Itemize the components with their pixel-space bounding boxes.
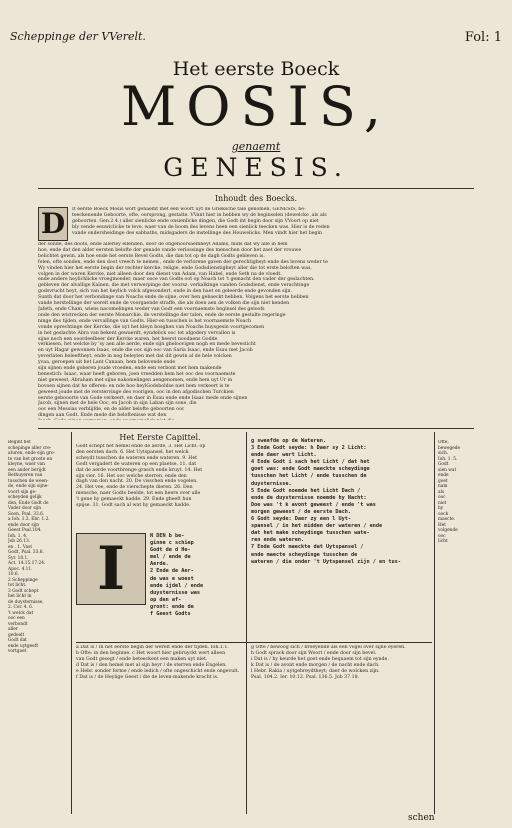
intro-line: volgen in der waren Kercke, niet alleen door den dienst van Adam, van Habel, ende Seth na de vloedt. [38,271,282,277]
left-margin-line: vortgaet [8,649,27,654]
intro-line: vande ondersheidinge des sabbaths, midsgaders de instellinge des Houwelicks. Men vindt hier het begin [72,230,323,236]
intro-line: teeckenende Geboorte, ofte, oorsprong, gestalte. VVant hier in hebben wy de beginselen (dewelcke ,als als [72,212,327,218]
footnote-line: h Godt sprack door sijn Woort / ende door sijn bevel. [251,650,377,656]
right-margin-line: oock [438,511,449,517]
right-margin-line: licht [438,539,448,544]
chapter-summary-line: 't gene hy gemaeckt hadde. 29. Ende gheeft hun [76,497,192,503]
right-margin-line: nam [438,484,448,489]
contents-heading: Inhoudt des Boecks. [214,194,298,203]
intro-line: verkiesen, het welcke by 'sy aen alle aerde, ende sijn gheloovigen nogh en mede bevesticht [38,342,256,348]
footnote-line: e Hebr. sonder forme / ende ledich / ofte ongeschickt ende ongevult. [76,668,240,674]
right-margin-line: Ofte, [438,440,449,445]
intro-line: bovoen sijnen dat he offeren: en nde hoe heylGodsboldse niet hem verkeert is te [38,383,230,389]
footnote-line: l Hebr. Rakia / uytgebreydtheyt; daer de wolcken zijn. [251,668,380,674]
verse-line: op den af- [150,596,182,603]
left-margin-line: Job 26.13. [8,539,31,544]
intro-line: en uyt Hagar gewonnen Isaac, ende die ooc sijn ooc van Saria Isaac, ende Esau met Jacob [38,348,253,354]
left-margin-line: tusschen de ween- [8,478,49,484]
left-margin-line: ende door sijn [8,522,39,528]
intro-line [38,419,476,420]
intro-dropcap [38,207,68,241]
right-margin-line: bewegede [438,445,461,451]
intro-line: ninge des tijden, ende vervallinge van Godts. Hier-en tusschen is het voornaemste Noach [38,318,251,324]
right-margin-line: volgende [438,528,458,533]
intro-line: bly vende eeuwiclicke te leve, waer van de boom des levens heen een sienlick teecken was. Hier is de reden [72,224,330,230]
verse-line: ginne c schiep [150,540,194,547]
verse-line: duysternisse was [150,589,200,596]
book-title-genaemt: genaemt [231,140,281,153]
margin-rule-left [71,432,72,814]
chapter-summary-line: Godt vergadert de wateren op een plaetse. 11. dat [76,461,197,467]
intro-line: Jacob, sijnen met de hele Ooc, en Jacob in sijn Laban sijn sone, die [38,401,197,407]
left-margin-line: Godt dat [8,638,27,643]
footnotes-left [76,645,244,811]
verse-line: ende daer wert Licht. [251,452,317,459]
footnote-line: g Ofte / bewoog sich / broeyende als een vogel over sijne eyeren. [251,645,406,650]
verse-line: Doe was 't k avont geweest / ende 't was [251,501,376,508]
chapter-summary-line: dagh van den nacht. 20. De visschen ende vogelen. [76,479,198,485]
right-margin-line: hy [438,506,444,511]
footnote-line: d Dat is / den hemel met al sijn heyr / de sterren ende Engelen. [76,662,227,668]
book-title-mosis: MOSIS, [120,75,392,138]
intro-line: niet geweest, Abraham met sijne nakomelingen aengenomen, ende hem uyt Ur in [38,377,233,383]
verse-line: 6 Godt seyde: Daer zy een l Uyt- [251,516,351,523]
chapter-summary-line: 24. Het vee, ende de vierschepte dieren. 26. Den [76,485,193,491]
column-rule [246,432,247,814]
verse-line: mel / ende de [150,554,191,561]
left-margin-notes [8,440,70,812]
left-margin-line: Geest Psal.104. [8,528,42,533]
chapter-summary-line: Godt schept het hemel ende de aerde, 3. Het Licht. op [76,444,206,449]
left-margin-line: voort sijn ge- [8,489,37,495]
verse-line: spansel / in het midden der wateren / ende [251,523,383,530]
left-margin-line: a Ioh. 1.3. Ebr. 1.2. [8,517,50,522]
right-margin-line: maecte. [438,517,456,522]
intro-line: benestich: Isaac, waar heeft geboren, joen vreedden hem het ooc des voornaemste [38,371,236,377]
left-margin-line: den, Ende Godt de [8,500,49,506]
footnote-line: a Dat is / In het eerste begin der werelt ende der tijden. Ioh.1.1. [76,645,229,650]
verse-line: Godt de d He- [150,547,191,554]
intro-dropcap-letter: D [40,207,66,240]
intro-line: It eerste Boeck Mosis wort genaemt met een woort uyt de Grieksche tale genomen, GENESIS, be- [72,207,306,212]
footnote-line: Psal. 104.2. Ier. 10.12. Psal. 136.5. Job 37.18. [251,674,360,680]
right-margin-line: als [438,489,445,495]
footnote-line: b Ofte: in den beginne. c Het woort hier gebruyckt wert alleen [76,650,226,656]
verse-line: gront: ende de [150,603,194,610]
right-margin-line: ooc [438,533,446,539]
intro-line: ooc een Messias verblijfde, en de alder belofte geboorten ooc [38,407,185,413]
verse-line: ende ijdel / ende [150,582,204,589]
verse-line: ren ende wateren. [251,537,305,544]
intro-line: der sonde, des doots, ende allerley ellenden, door de ongehoorsaemheyt Adams, mids dat wy alle in hem [38,242,288,247]
verse-line: ende maecte scheydinge tusschen de [251,551,358,558]
intro-line: eerste gebooorte van Gode verkeert, en daer in Esau ende ende Isaac mede ende sijnen [38,395,248,401]
verse-line: 4 Ende Godt i sach het Licht / dat het [251,459,370,466]
left-margin-line: 't welck dat [8,610,34,616]
left-margin-line: te van het groote en [8,456,53,462]
left-margin-line: de, ende sijn sijne- [8,484,49,489]
verse-line: N DEN b be- [150,533,185,539]
folio-number: Fol: 1 [464,30,502,45]
intro-line: vonde oprechtinge der Kercke, die uyt het kleyn bosghen van Noachs huysgesin voortgecomen [38,324,265,330]
verse-line: dat het make scheydinge tusschen wate- [251,530,370,537]
verse-line: 2 Ende de Aer- [150,568,194,575]
intro-text-body [38,242,476,420]
chapter-dropcap-letter: I [96,534,126,604]
verse-line: g sweefde op de Wateren. [251,438,326,444]
left-margin-line: kleyne, waer van [8,462,45,467]
left-margin-line: verbondt [8,621,28,627]
book-title-line1: Het eerste Boeck [172,58,340,80]
intro-line: gebleven der alvallige Kaïnen, die met verwerpinge der voorsz. verkalkinge vanden Godsdienst, ende verachtinge [38,283,310,289]
intro-line: vande herstellinge der werelt ende de voorgaende straffe, die als doen aen de volken die sijn niet kenden [38,301,290,307]
left-margin-line: Act. 14.15.17.24. [8,561,46,566]
left-margin-line: een ander berijdt [8,467,46,473]
right-margin-line: Ioh. 1. 5. [438,456,458,462]
catchword: schen [408,813,435,823]
right-margin-line: ende [438,473,449,478]
left-margin-line: scheyden gelijk [8,495,42,500]
left-margin-line: gedeelt [8,632,25,638]
footnote-line: k Dat is / de avont ende morgen / de nacht ende dach. [251,662,380,668]
intro-line: Wy vinden hier het eerste begin der rechter kercke, religie, ende Godsdienstigheyt aller die tot erste beloften was, [38,265,312,271]
left-margin-line: 10.6. [8,572,19,577]
left-margin-line: aller [8,627,18,632]
right-margin-line: Het [438,522,447,528]
left-margin-line: Bethuyeren van [8,473,43,478]
left-margin-line: schepinge aller cre- [8,445,52,451]
chapter-summary-line: spijse. 31. Godt sach al wat hy gemaeckt hadde. [76,503,191,509]
verse-line: 3 Ende Godt seyde: h Daer sy 2 Licht: [251,445,367,452]
verses-right-column [251,438,432,638]
chapter-dropcap [76,533,146,605]
left-margin-line: Begint het [8,440,31,445]
intro-line: Sunth dat door het verbondinge van Noachs ende de sijne, over hen gebaeckt hebben. Volgens het eerste hebben [38,295,309,301]
right-margin-line: sien wat [438,467,457,473]
footnote-line: f Dat is / de Heylige Geest / die de leven-makende kracht is. [76,674,219,680]
verse-line: goet was: ende Godt maeckte scheydinge [251,466,370,473]
margin-rule-right [434,432,435,814]
verse-line: Aerde. [150,561,169,568]
chapter-summary-line: sijn vier. 16. Het ooc welche sterren, ende den [76,473,187,479]
verses-beside-dropcap [150,533,244,631]
verse-line: morgen geweest / de eerste Dach. [251,508,351,515]
verse-line: ende de duysternisse noemde hy Nacht: [251,494,367,501]
chapter-title: Het Eerste Capittel. [119,433,201,442]
left-margin-line: tot licht. [8,583,27,588]
chapter-summary-line: den eersten dach. 6. Het Uytspansel, het welck [76,449,189,455]
verse-line: f Geest Godts [150,611,191,618]
left-margin-line: aturen, ende sijn gro- [8,451,56,456]
right-margin-notes [438,440,504,812]
intro-line: in het geslachte Abra van bekent gewaerdt, eyndelick ooc tot afgodery vervallen is [38,330,236,336]
verse-line: 7 Ende Godt maeckte dat Uytspansel / [251,544,364,551]
left-margin-line: de duysternisse, [8,599,44,605]
intro-line: hoe, ende dat den alder eersten belofte der genade vande verlossinge des menschen door het zaet der vrouwe [38,247,302,253]
intro-line: Jafeth, ende Cham, wiens nacomelingen weder van Godt een voornaemste beginsel des geloofs [38,306,265,312]
chapter-summary [76,444,244,528]
left-margin-line: Syr. 18.1. [8,555,29,561]
right-margin-line: Godt [438,462,449,467]
left-margin-line: 2. Cor. 4. 6. [8,605,34,610]
right-margin-line: ooc [438,495,446,500]
left-margin-line: ooc een [8,616,25,621]
verse-line: tusschen het Licht / ende tusschen de [251,473,367,480]
verse-line: 5 Ende Godt noemde het Licht Dach / [251,487,361,494]
intro-line: felen, ofte sonden, ende den doot vreech te nemen , ende de verlorene gaven der gerechtigheyt ende des levens weder te [38,259,328,265]
right-margin-line: sich. [438,451,449,456]
left-margin-line: Apoc. 4.11. [8,566,33,572]
intro-line: dingen aan Godt. Ende mede die beloftenisse wat den [38,413,167,419]
right-margin-line: goet [438,478,448,484]
left-margin-line: Ioh. 1. 4. [8,533,28,539]
chapter-summary-line: mensche, naer Godts beelde, tot een heere over alle [76,491,201,497]
intro-line: godsvrucht heyt, sich van het heylich volck afgesondert, ende in den haet en geleerde ende gevonden sijn. [38,289,292,295]
left-margin-line: en . 1. Vast [8,544,33,550]
intro-line: yeverlaten beleeftheyt, ende in nog beleyten met dat dit gewin al de hele volcken [38,354,232,360]
verse-line: wateren / die onder 't Uytspansel zijn / en tus- [251,558,401,565]
intro-text-top [72,207,476,240]
left-margin-line: 3 Godt schept [8,588,39,594]
intro-line: belichtet gewin, als hoe ende het eerste Bevel Godts, die dan tot op de dagh Godts gebleven is. [38,253,265,259]
footnotes-right [251,645,432,811]
right-margin-line: niet [438,500,447,506]
intro-line: geweest joude met de verstervinge des voorigen, ooc in den afgodischen Turckien [38,389,234,395]
verse-line: duysternisse. [251,480,292,487]
footnote-line: i Dat is / hy keurde het goet ende bequaem tot sijn eynde. [251,656,389,662]
intro-rule [38,428,474,429]
left-margin-line: Vader door sijn [8,506,42,511]
left-margin-line: Godt, Psal. 33.6. [8,550,44,555]
running-title: Scheppinge der VVerelt. [10,30,146,43]
left-margin-line: 2 Scheppinge [8,577,38,583]
title-rule [38,188,474,189]
intro-line: onde den wtstrecken der eerste Monarchie, de verstellinge der talen, ende de eerste gestalte regeringe [38,312,286,318]
footnote-rule [76,642,432,643]
chapter-summary-line: dat de aerde voortbrenge grasch ende kruyt. 14. Het [76,467,203,473]
left-margin-line: het licht in [8,594,32,599]
intro-line: yvaa, geroepen uit het Lant Canaan, hem belovende ende [38,360,176,366]
intro-line: sijne noch een ooordeelbeer der Kercke waren, het heerst noodaens Godde [38,336,218,342]
verse-line: de was e woest [150,575,194,582]
book-title-genesis: GENESIS. [163,153,349,182]
intro-line: geboorten. Gen.2.4.) aller sienlicke ende onsienlicke dingen, die Godt int begin door sijn VVoort op niet [72,218,319,224]
left-margin-line: ende uytgeeft [8,643,39,649]
chapter-summary-line: scheydt tusschen de wateren ende wateren. 9. Het [76,455,197,461]
footnote-line: van Godt gesegt / ende beteeckent een maken uyt niet. [76,656,208,662]
intro-line: ende andere heylichlicke vroegmoeder, maer ooce van Godts oot op Noach tot 't gemacht den vader der geslachten. [38,277,315,283]
left-margin-line: Soon, Psal. 33.6. [8,511,45,517]
intro-line: sijn sijnen ende goberen joude vroeden, ende een verbont met hem makende [38,366,222,372]
